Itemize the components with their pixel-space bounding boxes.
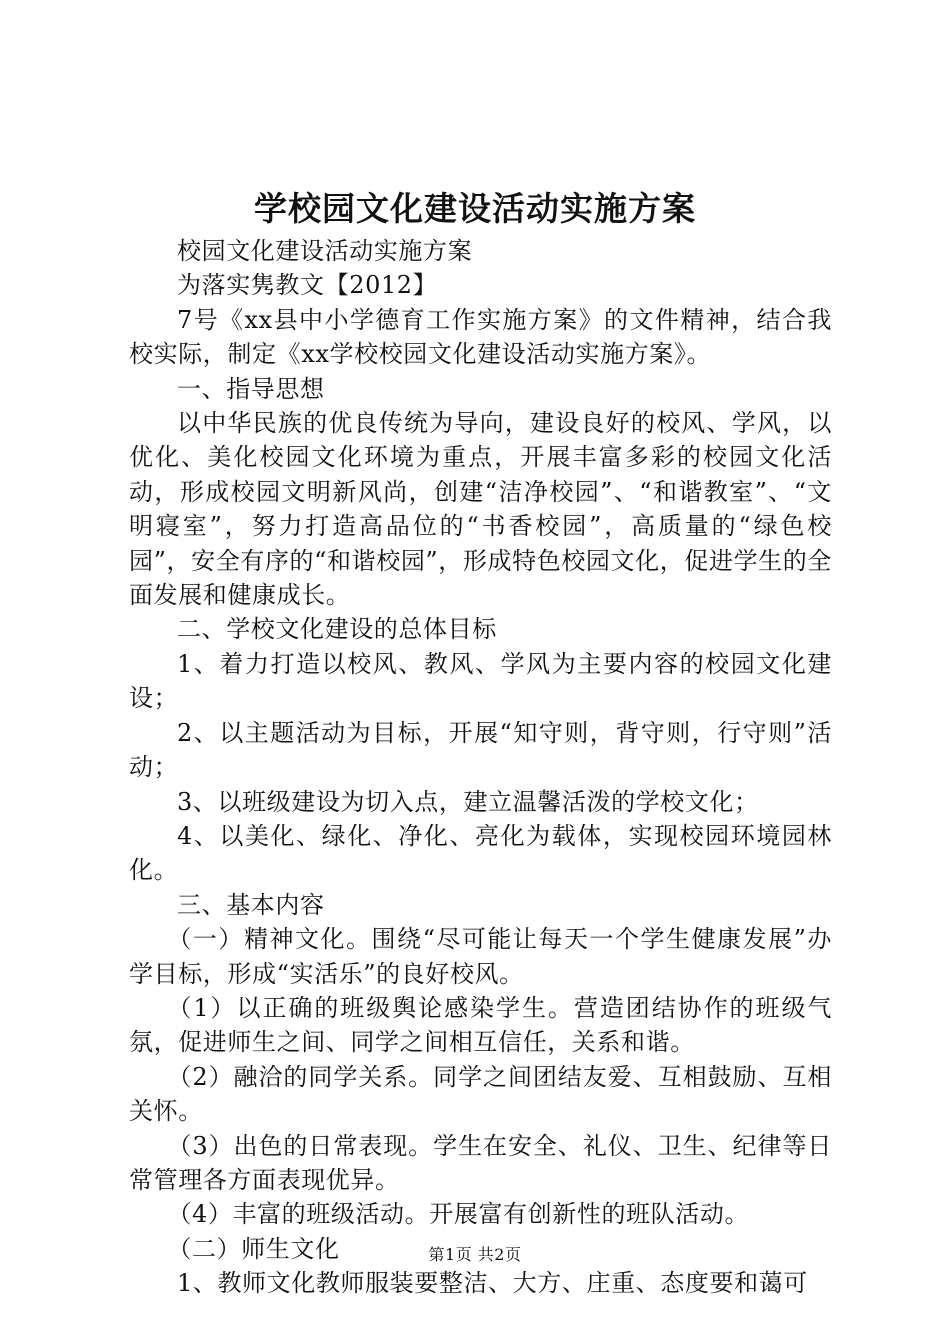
paragraph: 为落实隽教文【2012】 xyxy=(177,271,438,300)
page-title: 学校园文化建设活动实施方案 xyxy=(254,189,696,228)
list-item: （4）丰富的班级活动。开展富有创新性的班队活动。 xyxy=(167,1200,750,1229)
list-item: 1、着力打造以校风、教风、学风为主要内容的校园文化建设； xyxy=(129,649,832,713)
list-item: （1）以正确的班级舆论感染学生。营造团结协作的班级气氛，促进师生之间、同学之间相互信任，关系和谐。 xyxy=(129,993,832,1057)
page-footer: 第1页 共2页 xyxy=(428,1245,522,1264)
section-heading: 二、学校文化建设的总体目标 xyxy=(177,615,497,644)
list-item: （2）融洽的同学关系。同学之间团结友爱、互相鼓励、互相关怀。 xyxy=(129,1062,832,1126)
list-item: 3、以班级建设为切入点，建立温馨活泼的学校文化； xyxy=(177,787,759,816)
list-item: （3）出色的日常表现。学生在安全、礼仪、卫生、纪律等日常管理各方面表现优异。 xyxy=(129,1131,832,1194)
list-item: 1、教师文化教师服装要整洁、大方、庄重、态度要和蔼可 xyxy=(177,1269,808,1298)
section-heading: 三、基本内容 xyxy=(177,890,325,919)
paragraph: 校园文化建设活动实施方案 xyxy=(177,237,473,265)
paragraph: 7号《xx县中小学德育工作实施方案》的文件精神，结合我校实际，制定《xx学校校园文化建设活动实施方案》。 xyxy=(129,305,832,369)
subsection-paragraph: （一）精神文化。围绕“尽可能让每天一个学生健康发展”办学目标，形成“实活乐”的良好校风。 xyxy=(129,925,832,988)
paragraph: 以中华民族的优良传统为导向，建设良好的校风、学风，以优化、美化校园文化环境为重点，开展丰富多彩的校园文化活动，形成校园文明新风尚，创建“洁净校园”、“和谐教室”、“文明寝室”，努力打造高品位的“书香校园”，高质量的“绿色校园”，安全有序的“和谐校园”，形成特色校园文化，促进学生的全面发展和健康成长。 xyxy=(129,409,832,610)
section-heading: 一、指导思想 xyxy=(177,374,325,403)
document-body xyxy=(129,234,832,1301)
list-item: 2、以主题活动为目标，开展“知守则，背守则，行守则”活动； xyxy=(129,718,832,782)
subsection-heading: （二）师生文化 xyxy=(167,1234,340,1263)
list-item: 4、以美化、绿化、净化、亮化为载体，实现校园环境园林化。 xyxy=(129,821,832,885)
